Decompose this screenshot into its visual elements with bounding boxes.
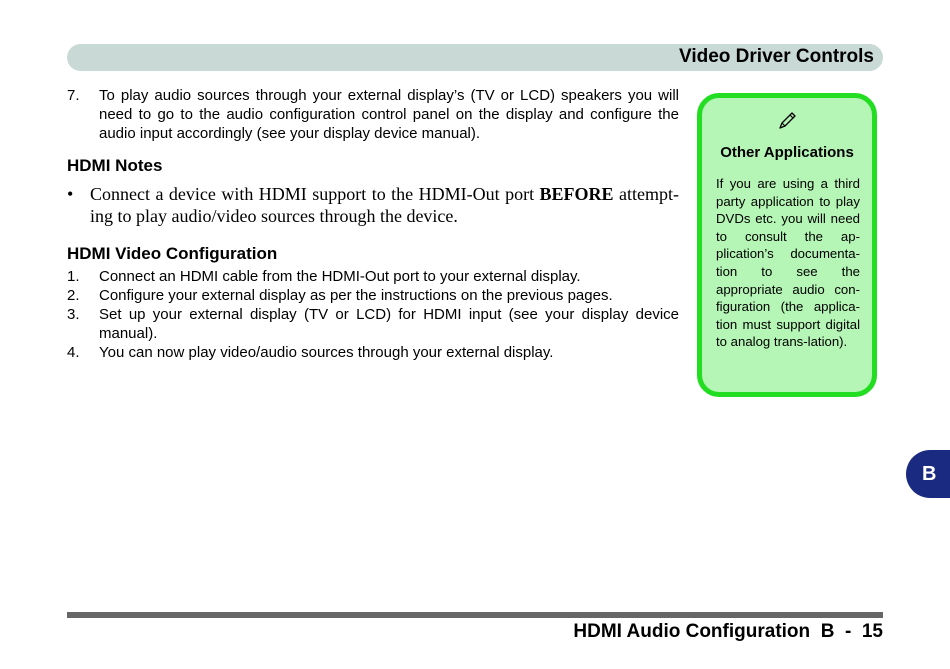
chapter-tab xyxy=(906,450,950,498)
list-text: Configure your external display as per the instructions on the previous pages. xyxy=(99,287,613,304)
main-content xyxy=(67,86,679,362)
section-heading-video-config: HDMI Video Configuration xyxy=(67,244,278,263)
list-text: To play audio sources through your external display’s (TV or LCD) speakers you will need to go to the audio configuration control panel on the display and configure the audio input accordingly (see your display device manual). xyxy=(99,87,679,142)
list-item xyxy=(67,267,679,286)
list-item xyxy=(67,305,679,343)
note-text-pre: Connect a device with HDMI support to the HDMI-Out port xyxy=(90,184,540,204)
list-number: 1. xyxy=(67,268,80,285)
list-number: 3. xyxy=(67,306,80,323)
pencil-icon xyxy=(702,110,872,137)
sidebar-title: Other Applications xyxy=(720,144,854,161)
list-item xyxy=(67,286,679,305)
list-number: 4. xyxy=(67,344,80,361)
pencil-icon-graphic xyxy=(776,110,798,132)
note-text-post: attempt-ing to play audio/video sources through the device. xyxy=(90,184,680,226)
page-header-title: Video Driver Controls xyxy=(679,46,874,67)
note-bullet xyxy=(67,183,679,227)
footer-rule xyxy=(67,612,883,618)
list-item xyxy=(67,343,679,362)
config-steps-list xyxy=(67,267,679,362)
list-text: Connect an HDMI cable from the HDMI-Out port to your external display. xyxy=(99,268,581,285)
chapter-tab-label: B xyxy=(922,463,937,485)
section-heading-hdmi-notes: HDMI Notes xyxy=(67,156,163,175)
bullet-mark: • xyxy=(67,184,74,204)
list-text: You can now play video/audio sources through your external display. xyxy=(99,344,554,361)
list-number: 7. xyxy=(67,87,80,104)
sidebar-note-box xyxy=(697,93,877,397)
page-footer: HDMI Audio Configuration B - 15 xyxy=(573,621,883,642)
sidebar-body: If you are using a third party application to play DVDs etc. you will need to consult the ap-plication’s documenta-tion to see the appropriate audio con-figuration (the applica-tion must support digital to analog trans-lation). xyxy=(716,176,860,350)
list-text: Set up your external display (TV or LCD) for HDMI input (see your display device manual). xyxy=(99,306,679,342)
list-number: 2. xyxy=(67,287,80,304)
list-item-7 xyxy=(67,86,679,143)
note-text-bold: BEFORE xyxy=(539,184,614,204)
